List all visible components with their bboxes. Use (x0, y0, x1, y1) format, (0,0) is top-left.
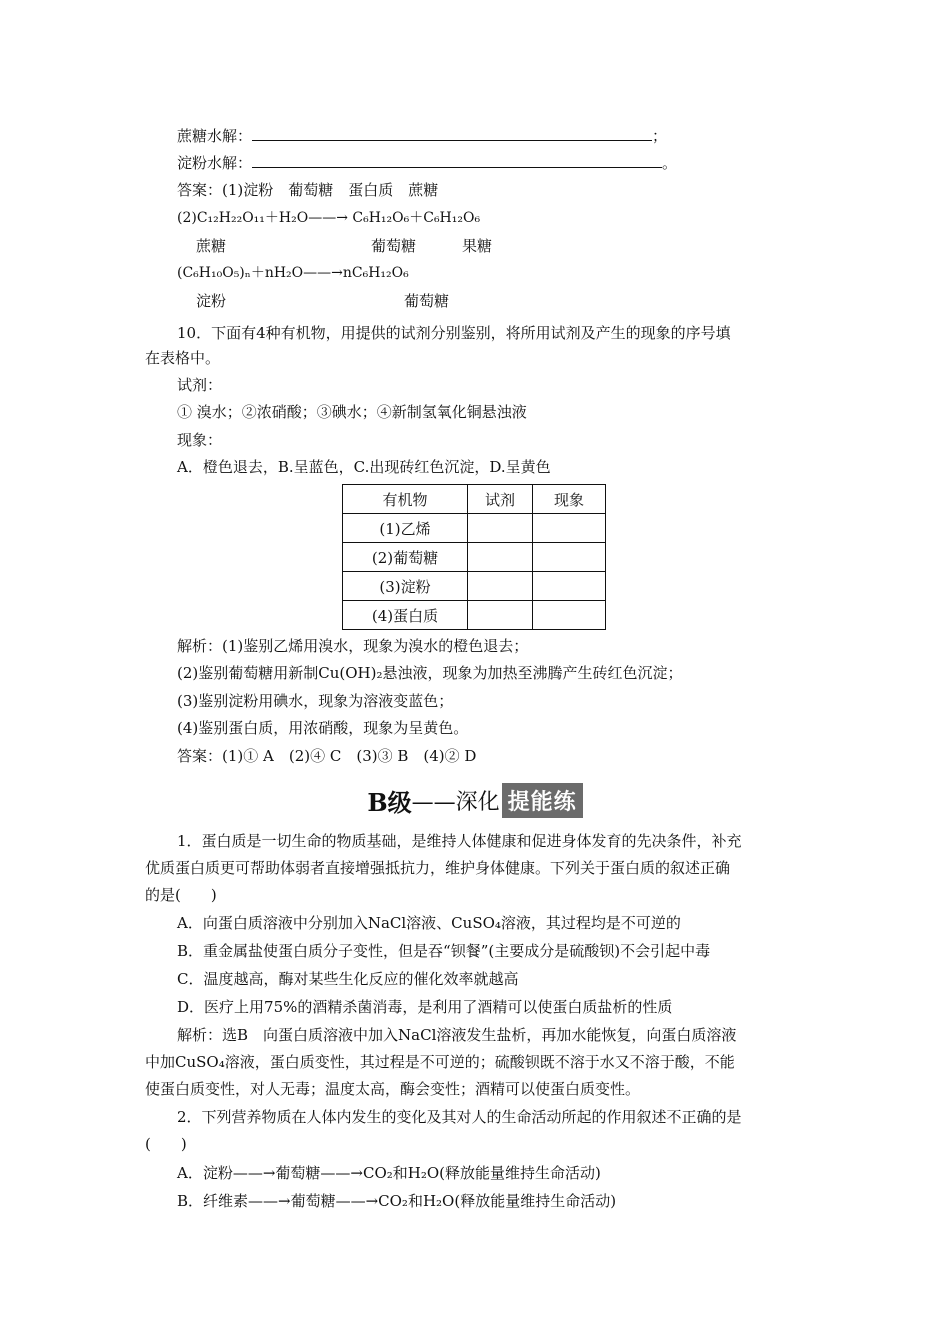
section-badge: 提能练 (502, 783, 583, 818)
reagent-list: ① 溴水；②浓硝酸；③碘水；④新制氢氧化铜悬浊液 (177, 403, 527, 421)
option-d: D．医疗上用75%的酒精杀菌消毒，是利用了酒精可以使蛋白质盐析的性质 (177, 998, 673, 1016)
question-b1-stem-cont: 的是( ) (145, 886, 217, 904)
question-b2-stem-cont: ( ) (145, 1135, 187, 1153)
question-b2-stem: 2．下列营养物质在人体内发生的变化及其对人的生命活动所起的作用叙述不正确的是 (177, 1108, 742, 1126)
table-header-row (343, 485, 606, 514)
table-cell-blank[interactable] (468, 601, 533, 630)
starch-label: 淀粉水解： (177, 154, 253, 172)
question-10-stem: 10．下面有4种有机物，用提供的试剂分别鉴别，将所用试剂及产生的现象的序号填 (177, 324, 731, 342)
analysis-line: (4)鉴别蛋白质，用浓硝酸，现象为呈黄色。 (177, 719, 469, 737)
analysis-line: 使蛋白质变性，对人无毒；温度太高，酶会变性；酒精可以使蛋白质变性。 (145, 1080, 641, 1098)
section-level: B级 (367, 788, 412, 817)
option-c: C．温度越高，酶对某些生化反应的催化效率就越高 (177, 970, 519, 988)
table-cell-compound: (4)蛋白质 (343, 601, 468, 630)
table-cell-blank[interactable] (468, 514, 533, 543)
table-cell-compound: (1)乙烯 (343, 514, 468, 543)
section-subtitle: ——深化 (411, 790, 500, 815)
equation-label: 蔗糖 (196, 237, 227, 255)
table-cell-blank[interactable] (468, 572, 533, 601)
phenomena-list: A．橙色退去，B.呈蓝色，C.出现砖红色沉淀，D.呈黄色 (177, 458, 551, 476)
table-cell-blank[interactable] (533, 514, 606, 543)
question-b1-stem-cont: 优质蛋白质更可帮助体弱者直接增强抵抗力，维护身体健康。下列关于蛋白质的叙述正确 (145, 859, 731, 877)
question-b1-stem: 1．蛋白质是一切生命的物质基础，是维持人体健康和促进身体发育的先决条件，补充 (177, 832, 742, 850)
equation-label: 葡萄糖 (404, 292, 450, 310)
line-end-mark: ； (652, 127, 668, 145)
section-heading (0, 783, 950, 819)
table-row (343, 543, 606, 572)
line-end-mark: 。 (662, 154, 678, 172)
equation-label: 果糖 (462, 237, 493, 255)
sucrose-hydrolysis-line (177, 125, 667, 147)
answer-line: 答案：(1)淀粉 葡萄糖 蛋白质 蔗糖 (177, 181, 439, 199)
analysis-line: (3)鉴别淀粉用碘水，现象为溶液变蓝色； (177, 692, 454, 710)
equation-label: 葡萄糖 (371, 237, 417, 255)
table-cell-compound: (2)葡萄糖 (343, 543, 468, 572)
reagent-title: 试剂： (177, 376, 223, 394)
table-header: 有机物 (343, 485, 468, 514)
option-b: B．重金属盐使蛋白质分子变性，但是吞“钡餐”(主要成分是硫酸钡)不会引起中毒 (177, 942, 711, 960)
table-header: 现象 (533, 485, 606, 514)
table-cell-compound: (3)淀粉 (343, 572, 468, 601)
table-cell-blank[interactable] (468, 543, 533, 572)
answer-line: 答案：(1)① A (2)④ C (3)③ B (4)② D (177, 747, 477, 765)
answer-blank (252, 153, 662, 168)
option-b: B．纤维素——→葡萄糖——→CO₂和H₂O(释放能量维持生命活动) (177, 1192, 617, 1210)
table-cell-blank[interactable] (533, 572, 606, 601)
table-row (343, 572, 606, 601)
analysis-line: 解析：(1)鉴别乙烯用溴水，现象为溴水的橙色退去； (177, 637, 529, 655)
analysis-line: 解析：选B 向蛋白质溶液中加入NaCl溶液发生盐析，再加水能恢复，向蛋白质溶液 (177, 1026, 737, 1044)
question-10-stem-cont: 在表格中。 (145, 349, 221, 367)
analysis-line: 中加CuSO₄溶液，蛋白质变性，其过程是不可逆的；硫酸钡既不溶于水又不溶于酸，不能 (145, 1053, 735, 1071)
option-a: A．淀粉——→葡萄糖——→CO₂和H₂O(释放能量维持生命活动) (177, 1164, 601, 1182)
option-a: A．向蛋白质溶液中分别加入NaCl溶液、CuSO₄溶液，其过程均是不可逆的 (177, 914, 681, 932)
starch-hydrolysis-line (177, 152, 677, 174)
equation-starch: (C₆H₁₀O₅)ₙ＋nH₂O——→nC₆H₁₂O₆ (177, 265, 409, 281)
table-header: 试剂 (468, 485, 533, 514)
phenomena-title: 现象： (177, 431, 223, 449)
analysis-line: (2)鉴别葡萄糖用新制Cu(OH)₂悬浊液，现象为加热至沸腾产生砖红色沉淀； (177, 664, 683, 682)
sucrose-label: 蔗糖水解： (177, 127, 253, 145)
table-row (343, 514, 606, 543)
table-row (343, 601, 606, 630)
table-cell-blank[interactable] (533, 601, 606, 630)
answer-blank (252, 126, 652, 141)
answer-table (342, 484, 606, 630)
equation-label: 淀粉 (196, 292, 227, 310)
table-cell-blank[interactable] (533, 543, 606, 572)
equation-sucrose: (2)C₁₂H₂₂O₁₁＋H₂O——→ C₆H₁₂O₆＋C₆H₁₂O₆ (177, 210, 481, 226)
